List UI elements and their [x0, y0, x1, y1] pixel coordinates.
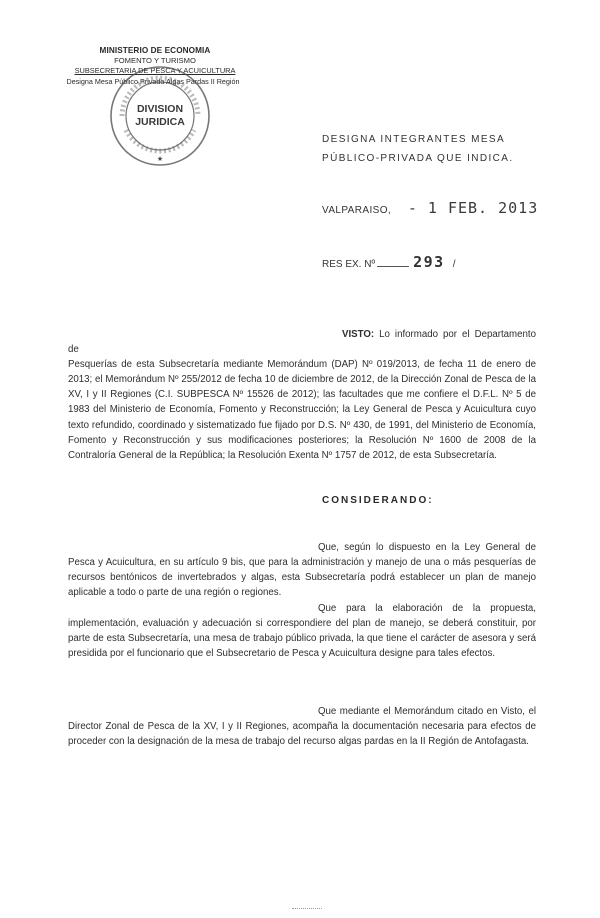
- resolution-blank-line: [377, 266, 409, 267]
- resolution-number: 293: [413, 253, 445, 271]
- visto-first-text: Lo informado por el Departamento de: [68, 329, 536, 356]
- stamp-label-line1: DIVISION: [136, 103, 184, 115]
- visto-label: VISTO:: [342, 329, 375, 340]
- dateline: [322, 199, 538, 217]
- considerando-paragraph-2: Que para la elaboración de la propuesta, implementación, evaluación y adecuación si correspondiere del plan de manejo, se deberá constituir, por parte de esta Subsecretaría, una mesa de trabajo público privada, la que tiene el carácter de asesora y será presidida por el funcionario que el Subsecretario de Pesca y Acuicultura designe para tales efectos.: [68, 603, 536, 660]
- resolution-label: RES EX. Nº: [322, 259, 376, 270]
- ministry-name: MINISTERIO DE ECONOMIA: [99, 46, 211, 55]
- footer-mark: [292, 908, 322, 909]
- svg-text:★: ★: [156, 155, 164, 163]
- dateline-date-stamp: - 1 FEB. 2013: [407, 199, 539, 217]
- ministry-subtitle: FOMENTO Y TURISMO: [114, 56, 196, 65]
- resolution-number-line: [322, 253, 456, 271]
- considerando-paragraph-3: Que mediante el Memorándum citado en Visto, el Director Zonal de Pesca de la XV, I y II Regiones, acompaña la documentación necesaria para efectos de proceder con la designación de la mesa de trabajo del recurso algas pardas en la II Región de Antofagasta.: [68, 706, 536, 748]
- considerando-heading: CONSIDERANDO:: [322, 495, 434, 506]
- visto-first-line: [68, 327, 536, 357]
- subsecretaria-name: SUBSECRETARIA DE PESCA Y ACUICULTURA: [74, 66, 236, 75]
- considerando-paragraph-1: Que, según lo dispuesto en la Ley General de Pesca y Acuicultura, en su artículo 9 bis, que para la administración y manejo de una o más pesquerías de recursos bentónicos de invertebrados y algas, esta Subsecretaría podrá establecer un plan de manejo aplicable a todo o parte de una región o regiones.: [68, 542, 536, 599]
- stamp-label: [125, 103, 195, 129]
- visto-section: [68, 327, 536, 463]
- resolution-slash: /: [452, 259, 456, 270]
- resolution-subject: DESIGNA INTEGRANTES MESA PÚBLICO-PRIVADA QUE INDICA.: [322, 134, 514, 164]
- document-reference: Designa Mesa Público Privada Algas Pardas II Región: [66, 77, 240, 86]
- visto-body: Pesquerías de esta Subsecretaría mediante Memorándum (DAP) Nº 019/2013, de fecha 11 de enero de 2013; el Memorándum Nº 255/2012 de fecha 10 de diciembre de 2012, de la Dirección Zonal de Pesca de la XV, I y II Regiones (C.I. SUBPESCA Nº 15526 de 2012); las facultades que me confiere el D.F.L. Nº 5 de 1983 del Ministerio de Economía, Fomento y Reconstrucción; la Ley General de Pesca y Acuicultura cuyo texto refundido, coordinado y sistematizado fue fijado por D.S. Nº 430, de 1991, del Ministerio de Economía, Fomento y Reconstrucción y sus modificaciones posteriores; la Resolución Nº 1600 de 2008 de la Contraloría General de la República; la Resolución Exenta Nº 1757 de 2012, de esta Subsecretaría.: [68, 359, 536, 461]
- dateline-place: VALPARAISO,: [322, 205, 392, 216]
- stamp-label-line2: JURIDICA: [135, 116, 185, 128]
